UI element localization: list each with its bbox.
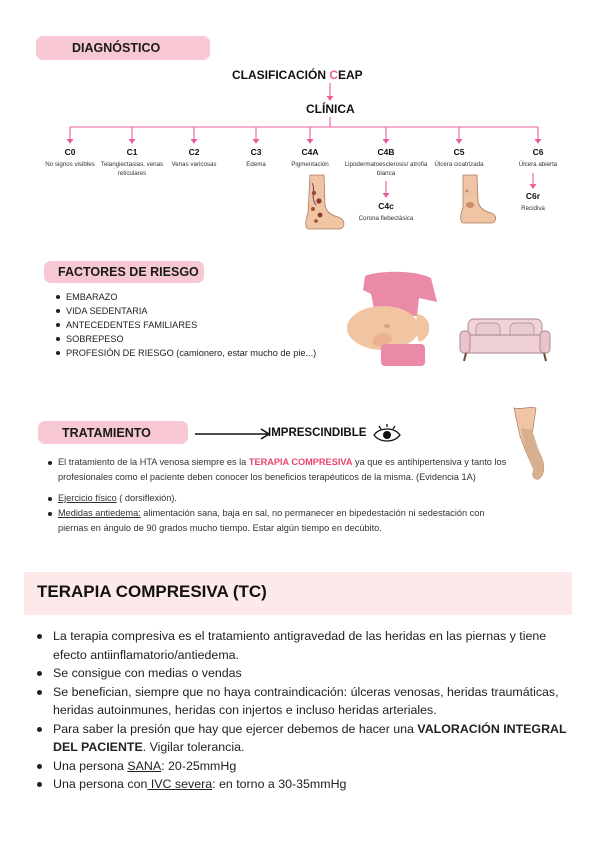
list-item: La terapia compresiva es el tratamiento antigravedad de las heridas en las piernas y tiene efecto antiinflamatorio/antiedema. [36, 627, 576, 664]
ceap-class-c0 [45, 147, 95, 169]
factores-riesgo-label: FACTORES DE RIESGO [44, 261, 204, 283]
imprescindible-label: IMPRESCINDIBLE [268, 427, 367, 439]
list-item: Se consigue con medias o vendas [36, 664, 576, 683]
ceap-class-c1 [100, 147, 164, 178]
class-code: C1 [126, 147, 138, 157]
class-desc: Úlcera cicatrizada [434, 161, 484, 168]
list-item: El tratamiento de la HTA venosa siempre es la TERAPIA COMPRESIVA ya que es antihipertensiva y tanto los profesionales como el paciente deben conocer los beneficios terapéuticos de la misma. (Evidencia 1A) [46, 455, 516, 485]
ceap-class-c4b [344, 147, 428, 178]
sofa-illustration [458, 315, 552, 367]
class-code: C4c [378, 201, 394, 211]
factores-riesgo-list [56, 290, 316, 360]
diagnostico-label: DIAGNÓSTICO [36, 36, 210, 60]
ceap-class-c4c [354, 201, 418, 223]
class-desc: Recidiva [521, 205, 545, 212]
list-item: Ejercicio físico ( dorsiflexión). [46, 491, 516, 506]
list-item: Una persona SANA: 20-25mmHg [36, 757, 576, 776]
class-code: C2 [188, 147, 200, 157]
ceap-class-c5 [429, 147, 489, 169]
class-desc: Edema [246, 161, 266, 168]
class-desc: No signos visibles [45, 161, 95, 168]
class-code: C6r [525, 191, 541, 201]
clasificacion-ceap-title: CLASIFICACIÓN CEAP [232, 68, 363, 82]
arrow-right-icon [193, 428, 277, 440]
class-desc: Lipodermatoesclerosis/ atrofia blanca [344, 161, 428, 177]
class-desc: Corona flebectásica [358, 215, 414, 222]
terapia-compresiva-title: TERAPIA COMPRESIVA (TC) [37, 582, 267, 601]
list-item: Medidas antiedema: alimentación sana, baja en sal, no permanecer en bipedestación ni sedestación con piernas en ángulo de 90 grados mucho tiempo. Estar algún tiempo en decúbito. [46, 506, 516, 536]
compression-stocking-illustration [510, 406, 550, 486]
ceap-class-c6r [513, 191, 553, 213]
ceap-class-c4a [282, 147, 338, 169]
terapia-compresiva-list [36, 627, 576, 794]
list-item: Se benefician, siempre que no haya contraindicación: úlceras venosas, heridas traumáticas, heridas autoinmunes, heridas con injertos e incluso heridas arteriales. [36, 683, 576, 720]
class-desc: Pigmentación [291, 161, 329, 168]
clinica-title: CLÍNICA [306, 102, 355, 116]
class-code: C4A [301, 147, 319, 157]
list-item: SOBREPESO [56, 332, 316, 346]
pregnant-belly-illustration [345, 268, 445, 368]
list-item: Una persona con IVC severa: en torno a 30-35mmHg [36, 775, 576, 794]
list-item: EMBARAZO [56, 290, 316, 304]
class-code: C0 [64, 147, 76, 157]
ceap-class-c6 [508, 147, 568, 169]
tratamiento-label: TRATAMIENTO [38, 421, 188, 444]
tratamiento-list [46, 455, 516, 536]
terapia-compresiva-highlight: TERAPIA COMPRESIVA [248, 457, 353, 467]
eye-icon [372, 423, 402, 445]
list-item: Para saber la presión que hay que ejercer debemos de hacer una VALORACIÓN INTEGRAL DEL PACIENTE. Vigilar tolerancia. [36, 720, 576, 757]
class-code: C5 [453, 147, 465, 157]
list-item: VIDA SEDENTARIA [56, 304, 316, 318]
class-code: C4B [377, 147, 395, 157]
list-item: PROFESIÓN DE RIESGO (camionero, estar mucho de pie...) [56, 346, 316, 360]
class-desc: Telangiectasias, venas reticulares [100, 161, 164, 177]
leg-illustration [298, 175, 348, 231]
ceap-class-c2 [164, 147, 224, 169]
ceap-class-c3 [231, 147, 281, 169]
class-code: C3 [250, 147, 262, 157]
class-code: C6 [532, 147, 544, 157]
list-item: ANTECEDENTES FAMILIARES [56, 318, 316, 332]
leg-illustration [455, 175, 499, 225]
class-desc: Venas varicosas [171, 161, 217, 168]
class-desc: Úlcera abierta [518, 161, 558, 168]
